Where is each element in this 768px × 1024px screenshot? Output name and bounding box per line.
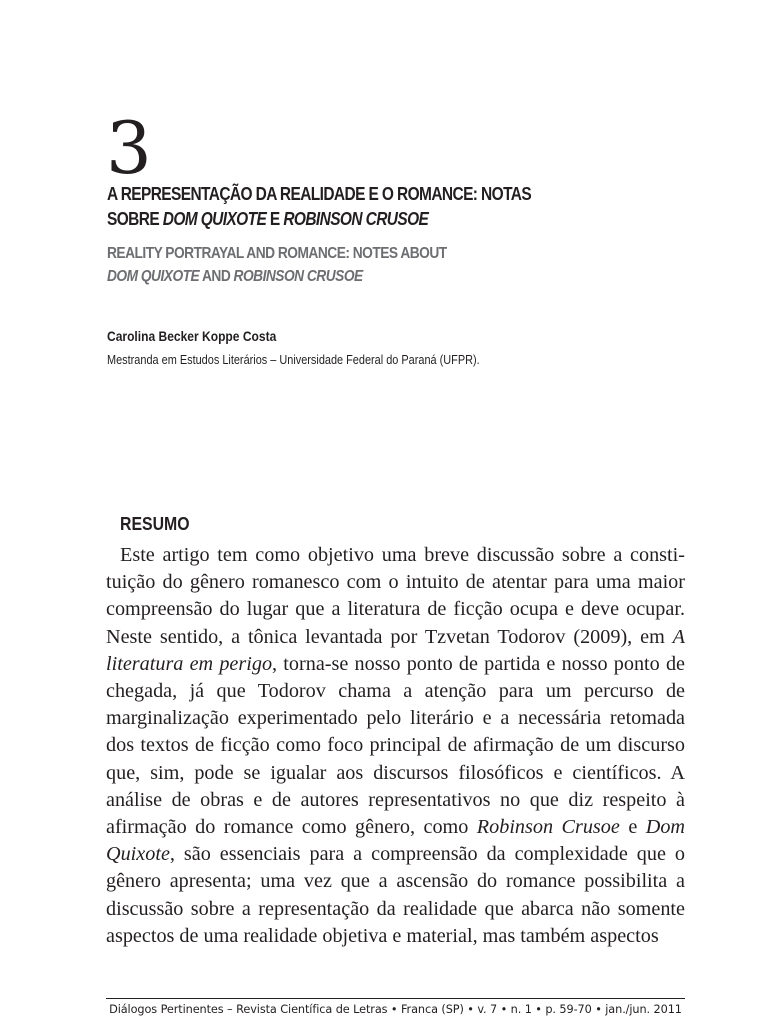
article-english-title: [107, 242, 589, 288]
article-title: [107, 182, 589, 232]
abstract-heading: RESUMO: [120, 514, 190, 534]
title-work-dom-quixote: DOM QUIXOTE: [162, 209, 267, 229]
abstract-cited-work: A literatura em perigo: [106, 625, 685, 675]
subtitle-line-1: REALITY PORTRAYAL AND ROMANCE: NOTES ABOUT: [107, 245, 447, 262]
title-line-2: [107, 207, 589, 232]
title-line-1: A REPRESENTAÇÃO DA REALIDADE E O ROMANCE: NOTAS: [107, 184, 532, 204]
footer-divider: [106, 998, 685, 999]
title-work-robinson-crusoe: ROBINSON CRUSOE: [283, 209, 429, 229]
chapter-number: 3: [106, 106, 152, 190]
title-text: E: [266, 209, 284, 229]
abstract-body: [106, 542, 685, 950]
subtitle-text: AND: [199, 268, 234, 285]
running-footer: Diálogos Pertinentes – Revista Científica de Letras • Franca (SP) • v. 7 • n. 1 • p. 59-70 • jan./jun. 2011: [109, 1003, 682, 1016]
subtitle-work-robinson-crusoe: ROBINSON CRUSOE: [233, 268, 363, 285]
abstract-cited-work: Dom Quixote: [106, 816, 686, 866]
abstract-text: Este artigo tem como objetivo uma breve discussão sobre a constituição do gênero romanesco com o intuito de atentar para uma maior compreensão do lugar que a literatura de ficção ocupa e deve ocupar. Neste sentido, a tônica levantada por Tzvetan Todorov (2009), em: [106, 544, 685, 648]
abstract-text: , são essenciais para a compreensão da complexidade que o gênero apresenta; uma vez que a ascensão do romance possibilita a discussão sobre a representação da realidade que abarca não somente aspectos de uma realidade objetiva e material, mas também aspectos: [106, 843, 685, 947]
abstract-text: , torna-se nosso ponto de partida e nosso ponto de chegada, já que Todorov chama a atenção para um percurso de marginalização experimentado pelo literário e a necessária retomada dos textos de ficção como foco principal de afirmação de um discurso que, sim, pode se igualar aos discursos filosóficos e científicos. A análise de obras e de autores representativos no que diz respeito à afirmação do romance como gênero, como: [106, 652, 685, 839]
author-name: Carolina Becker Koppe Costa: [107, 328, 277, 344]
subtitle-line-2: [107, 265, 589, 288]
subtitle-work-dom-quixote: DOM QUIXOTE: [107, 268, 200, 285]
abstract-text: e: [619, 816, 646, 839]
title-text: SOBRE: [107, 209, 163, 229]
abstract-cited-work: Robinson Crusoe: [476, 816, 620, 839]
author-affiliation: Mestranda em Estudos Literários – Universidade Federal do Paraná (UFPR).: [107, 352, 480, 367]
